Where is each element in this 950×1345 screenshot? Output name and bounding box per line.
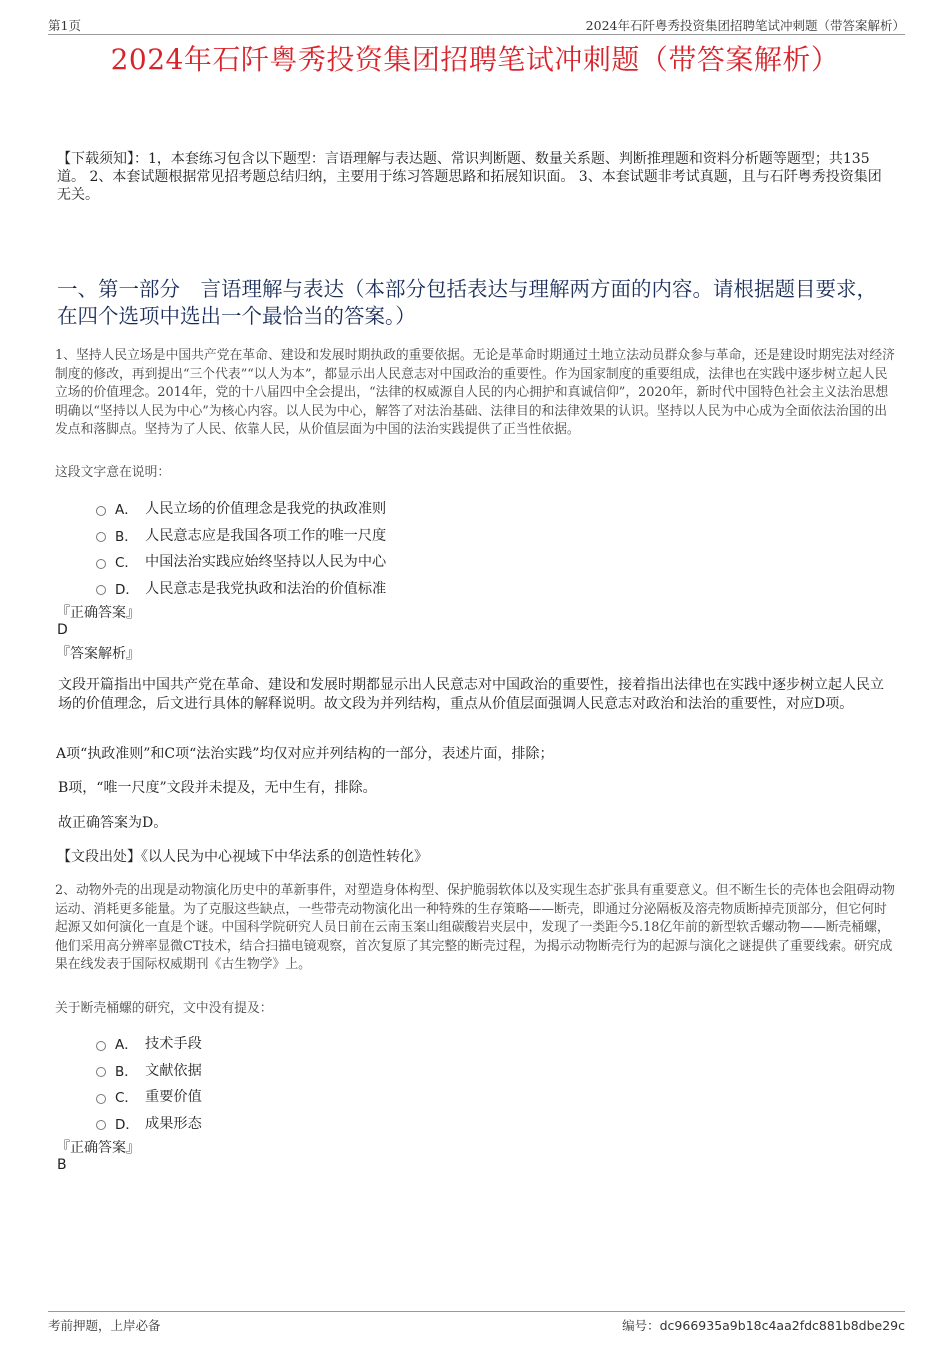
analysis-paragraph: B项，“唯一尺度”文段并未提及，无中生有，排除。 — [58, 780, 377, 796]
analysis-paragraph: A项“执政准则”和C项“法治实践”均仅对应并列结构的一部分，表述片面，排除； — [56, 746, 554, 762]
analysis-label: 『答案解析』 — [56, 646, 140, 662]
radio-icon[interactable] — [96, 1094, 106, 1104]
option-letter: A． — [115, 502, 138, 519]
option-text: 文献依据 — [145, 1062, 202, 1079]
option-letter: C． — [115, 1090, 138, 1107]
question-2-prompt: 关于断壳桶螺的研究，文中没有提及： — [55, 1001, 273, 1016]
radio-icon[interactable] — [96, 532, 106, 542]
option-text: 重要价值 — [145, 1089, 202, 1106]
radio-icon[interactable] — [96, 1120, 106, 1130]
page-number: 第1页 — [48, 18, 81, 33]
radio-icon[interactable] — [96, 559, 106, 569]
option-letter: A． — [115, 1037, 138, 1054]
option-a[interactable] — [96, 495, 696, 522]
option-text: 人民意志应是我国各项工作的唯一尺度 — [145, 527, 387, 544]
page-header — [48, 14, 905, 35]
option-c[interactable] — [96, 548, 696, 575]
question-1-prompt: 这段文字意在说明： — [55, 465, 171, 480]
download-notice: 【下载须知】：1，本套练习包含以下题型：言语理解与表达题、常识判断题、数量关系题、判断推理题和资料分析题等题型；共135道。 2、本套试题根据常见招考题总结归纳，主要用于练习答题思路和拓展知识面。 3、本套试题非考试真题，且与石阡粤秀投资集团无关。 — [57, 151, 882, 203]
correct-answer: D — [57, 622, 68, 638]
footer-slogan: 考前押题，上岸必备 — [48, 1318, 161, 1333]
option-d[interactable] — [96, 575, 696, 602]
page-footer — [48, 1311, 905, 1334]
radio-icon[interactable] — [96, 585, 106, 595]
source-citation: 【文段出处】《以人民为中心视域下中华法系的创造性转化》 — [57, 849, 428, 865]
header-doc-title: 2024年石阡粤秀投资集团招聘笔试冲刺题（带答案解析） — [585, 18, 905, 33]
footer-code-value: dc966935a9b18c4aa2fdc881b8dbe29c — [659, 1318, 905, 1333]
option-text: 人民立场的价值理念是我党的执政准则 — [145, 501, 387, 518]
option-text: 人民意志是我党执政和法治的价值标准 — [145, 580, 387, 597]
correct-answer: B — [57, 1157, 67, 1173]
option-letter: D． — [115, 1116, 139, 1133]
option-a[interactable] — [96, 1030, 696, 1057]
footer-code-label: 编号： — [622, 1318, 660, 1333]
option-letter: C． — [115, 555, 138, 572]
option-letter: D． — [115, 581, 139, 598]
option-b[interactable] — [96, 522, 696, 549]
analysis-paragraph: 文段开篇指出中国共产党在革命、建设和发展时期都显示出人民意志对中国政治的重要性，接着指出法律也在实践中逐步树立起人民立场的价值理念，后文进行具体的解释说明。故文段为并列结构，重点从价值层面强调人民意志对政治和法治的重要性，对应D项。 — [58, 677, 884, 712]
analysis-paragraph: 故正确答案为D。 — [58, 815, 168, 831]
radio-icon[interactable] — [96, 506, 106, 516]
option-text: 中国法治实践应始终坚持以人民为中心 — [145, 554, 387, 571]
option-b[interactable] — [96, 1057, 696, 1084]
radio-icon[interactable] — [96, 1067, 106, 1077]
radio-icon[interactable] — [96, 1041, 106, 1051]
option-text: 成果形态 — [145, 1115, 202, 1132]
correct-answer-label: 『正确答案』 — [56, 605, 140, 621]
page-title: 2024年石阡粤秀投资集团招聘笔试冲刺题（带答案解析） — [110, 43, 840, 76]
question-2-options — [96, 1030, 696, 1136]
option-letter: B． — [115, 528, 138, 545]
option-d[interactable] — [96, 1110, 696, 1137]
section-heading: 一、第一部分 言语理解与表达（本部分包括表达与理解两方面的内容。请根据题目要求，在四个选项中选出一个最恰当的答案。） — [57, 277, 877, 328]
option-c[interactable] — [96, 1083, 696, 1110]
question-2-text: 2、动物外壳的出现是动物演化历史中的革新事件，对塑造身体构型、保护脆弱软体以及实现生态扩张具有重要意义。但不断生长的壳体也会阻碍动物运动、消耗更多能量。为了克服这些缺点，一些带壳动物演化出一种特殊的生存策略——断壳，即通过分泌隔板及溶壳物质断掉壳顶部分，但它何时起源又如何演化一直是个谜。中国科学院研究人员日前在云南玉案山组碳酸岩夹层中，发现了一类距今5.18亿年前的新型软舌螺动物——断壳桶螺，他们采用高分辨率显微CT技术，结合扫描电镜观察，首次复原了其完整的断壳过程，为揭示动物断壳行为的起源与演化之谜提供了重要线索。研究成果在线发表于国际权威期刊《古生物学》上。 — [55, 883, 895, 972]
footer-code — [622, 1316, 905, 1334]
correct-answer-label: 『正确答案』 — [56, 1140, 140, 1156]
option-text: 技术手段 — [145, 1036, 202, 1053]
question-1-options — [96, 495, 696, 601]
question-1-text: 1、坚持人民立场是中国共产党在革命、建设和发展时期执政的重要依据。无论是革命时期通过土地立法动员群众参与革命，还是建设时期宪法对经济制度的修改，再到提出“三个代表”“以人为本”，都显示出人民意志对中国政治的重要性。作为国家制度的重要组成，法律也在实践中逐步树立起人民立场的价值理念。2014年，党的十八届四中全会提出，“法律的权威源自人民的内心拥护和真诚信仰”，2020年，新时代中国特色社会主义法治思想明确以“坚持以人民为中心”为核心内容。以人民为中心，解答了对法治基础、法律目的和法律效果的认识。坚持以人民为中心成为全面依法治国的出发点和落脚点。坚持为了人民、依靠人民，从价值层面为中国的法治实践提供了正当性依据。 — [55, 348, 895, 437]
option-letter: B． — [115, 1063, 138, 1080]
